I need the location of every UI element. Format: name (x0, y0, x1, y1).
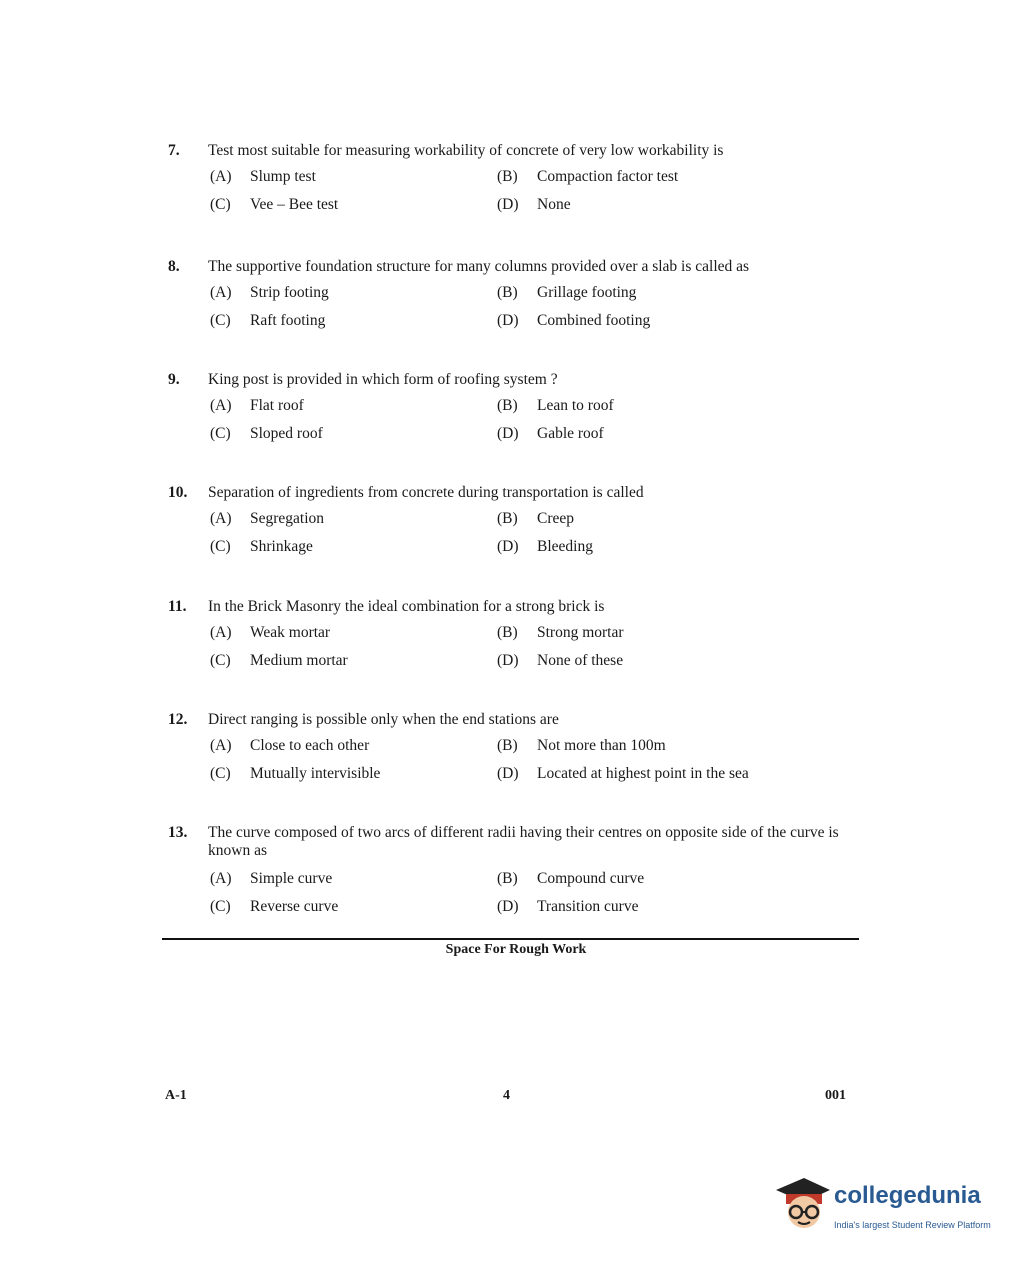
question-number: 7. (168, 142, 180, 159)
option-c (210, 765, 497, 783)
option-text: Reverse curve (250, 898, 339, 915)
option-text: Flat roof (250, 397, 304, 414)
option-letter: (D) (497, 196, 519, 213)
question-header (168, 598, 868, 616)
option-grid (210, 624, 868, 670)
question-9 (168, 371, 868, 443)
option-b (497, 397, 827, 415)
option-letter: (A) (210, 284, 232, 301)
graduate-mascot-icon (772, 1172, 832, 1242)
option-d (497, 196, 827, 214)
question-text: The supportive foundation structure for many columns provided over a slab is called as (208, 258, 750, 275)
option-grid (210, 870, 868, 916)
option-a (210, 870, 497, 888)
option-a (210, 737, 497, 755)
option-text: None of these (537, 652, 624, 669)
option-b (497, 737, 827, 755)
option-text: Raft footing (250, 312, 326, 329)
question-7 (168, 142, 868, 214)
option-c (210, 652, 497, 670)
option-letter: (D) (497, 898, 519, 915)
option-a (210, 624, 497, 642)
option-text: Combined footing (537, 312, 651, 329)
option-letter: (C) (210, 196, 231, 213)
option-grid (210, 737, 868, 783)
option-b (497, 510, 827, 528)
option-letter: (B) (497, 624, 518, 641)
option-letter: (D) (497, 538, 519, 555)
option-text: Vee – Bee test (250, 196, 339, 213)
option-d (497, 765, 827, 783)
option-a (210, 168, 497, 186)
option-letter: (A) (210, 737, 232, 754)
option-text: Simple curve (250, 870, 333, 887)
question-text: Direct ranging is possible only when the end stations are (208, 711, 559, 728)
option-text: Slump test (250, 168, 316, 185)
option-d (497, 898, 827, 916)
option-a (210, 510, 497, 528)
option-text: Sloped roof (250, 425, 323, 442)
option-text: Medium mortar (250, 652, 348, 669)
option-a (210, 397, 497, 415)
option-text: Strip footing (250, 284, 329, 301)
logo-wordmark: collegedunia (834, 1182, 981, 1209)
option-d (497, 538, 827, 556)
option-b (497, 870, 827, 888)
option-letter: (A) (210, 510, 232, 527)
question-text: In the Brick Masonry the ideal combination for a strong brick is (208, 598, 605, 615)
option-letter: (B) (497, 737, 518, 754)
option-grid (210, 510, 868, 556)
option-letter: (D) (497, 425, 519, 442)
option-grid (210, 284, 868, 330)
rough-work-label: Space For Rough Work (445, 942, 587, 957)
option-c (210, 312, 497, 330)
page-number: 4 (503, 1088, 510, 1103)
option-letter: (C) (210, 898, 231, 915)
question-header (168, 258, 868, 276)
question-header (168, 824, 868, 860)
option-b (497, 168, 827, 186)
option-letter: (D) (497, 652, 519, 669)
option-grid (210, 168, 868, 214)
option-text: None (537, 196, 571, 213)
logo-tagline: India's largest Student Review Platform (834, 1220, 991, 1230)
option-text: Transition curve (537, 898, 639, 915)
option-text: Located at highest point in the sea (537, 765, 749, 782)
option-a (210, 284, 497, 302)
question-text: Separation of ingredients from concrete during transportation is called (208, 484, 644, 501)
option-letter: (C) (210, 425, 231, 442)
option-letter: (A) (210, 397, 232, 414)
option-letter: (C) (210, 312, 231, 329)
option-d (497, 425, 827, 443)
question-10 (168, 484, 868, 556)
question-text: The curve composed of two arcs of different radii having their centres on opposite side of the curve is known as (208, 824, 839, 859)
question-header (168, 484, 868, 502)
option-b (497, 624, 827, 642)
option-text: Gable roof (537, 425, 604, 442)
option-letter: (A) (210, 624, 232, 641)
option-letter: (B) (497, 397, 518, 414)
option-letter: (A) (210, 168, 232, 185)
option-letter: (C) (210, 765, 231, 782)
option-text: Grillage footing (537, 284, 637, 301)
option-text: Close to each other (250, 737, 370, 754)
option-text: Mutually intervisible (250, 765, 381, 782)
option-c (210, 425, 497, 443)
option-text: Compound curve (537, 870, 645, 887)
question-12 (168, 711, 868, 783)
option-letter: (A) (210, 870, 232, 887)
option-c (210, 538, 497, 556)
question-8 (168, 258, 868, 330)
option-letter: (D) (497, 765, 519, 782)
option-grid (210, 397, 868, 443)
option-text: Strong mortar (537, 624, 624, 641)
question-text: King post is provided in which form of roofing system ? (208, 371, 558, 388)
question-text: Test most suitable for measuring workability of concrete of very low workability is (208, 142, 724, 159)
option-text: Segregation (250, 510, 325, 527)
question-number: 8. (168, 258, 180, 275)
question-header (168, 142, 868, 160)
option-c (210, 898, 497, 916)
divider-line (162, 938, 859, 940)
question-number: 11. (168, 598, 187, 615)
option-text: Not more than 100m (537, 737, 666, 754)
question-header (168, 711, 868, 729)
question-number: 12. (168, 711, 188, 728)
collegedunia-logo[interactable] (772, 1172, 1002, 1242)
option-text: Creep (537, 510, 575, 527)
option-c (210, 196, 497, 214)
option-text: Weak mortar (250, 624, 331, 641)
option-text: Compaction factor test (537, 168, 679, 185)
question-number: 10. (168, 484, 188, 501)
option-d (497, 312, 827, 330)
option-text: Lean to roof (537, 397, 614, 414)
paper-code: 001 (825, 1088, 846, 1103)
option-letter: (C) (210, 652, 231, 669)
question-number: 9. (168, 371, 180, 388)
option-letter: (C) (210, 538, 231, 555)
option-letter: (B) (497, 168, 518, 185)
question-13 (168, 824, 868, 916)
option-letter: (B) (497, 510, 518, 527)
option-letter: (B) (497, 284, 518, 301)
option-d (497, 652, 827, 670)
question-header (168, 371, 868, 389)
option-text: Shrinkage (250, 538, 313, 555)
option-letter: (D) (497, 312, 519, 329)
booklet-code: A-1 (165, 1088, 187, 1103)
question-number: 13. (168, 824, 188, 841)
question-11 (168, 598, 868, 670)
option-text: Bleeding (537, 538, 593, 555)
option-letter: (B) (497, 870, 518, 887)
option-b (497, 284, 827, 302)
